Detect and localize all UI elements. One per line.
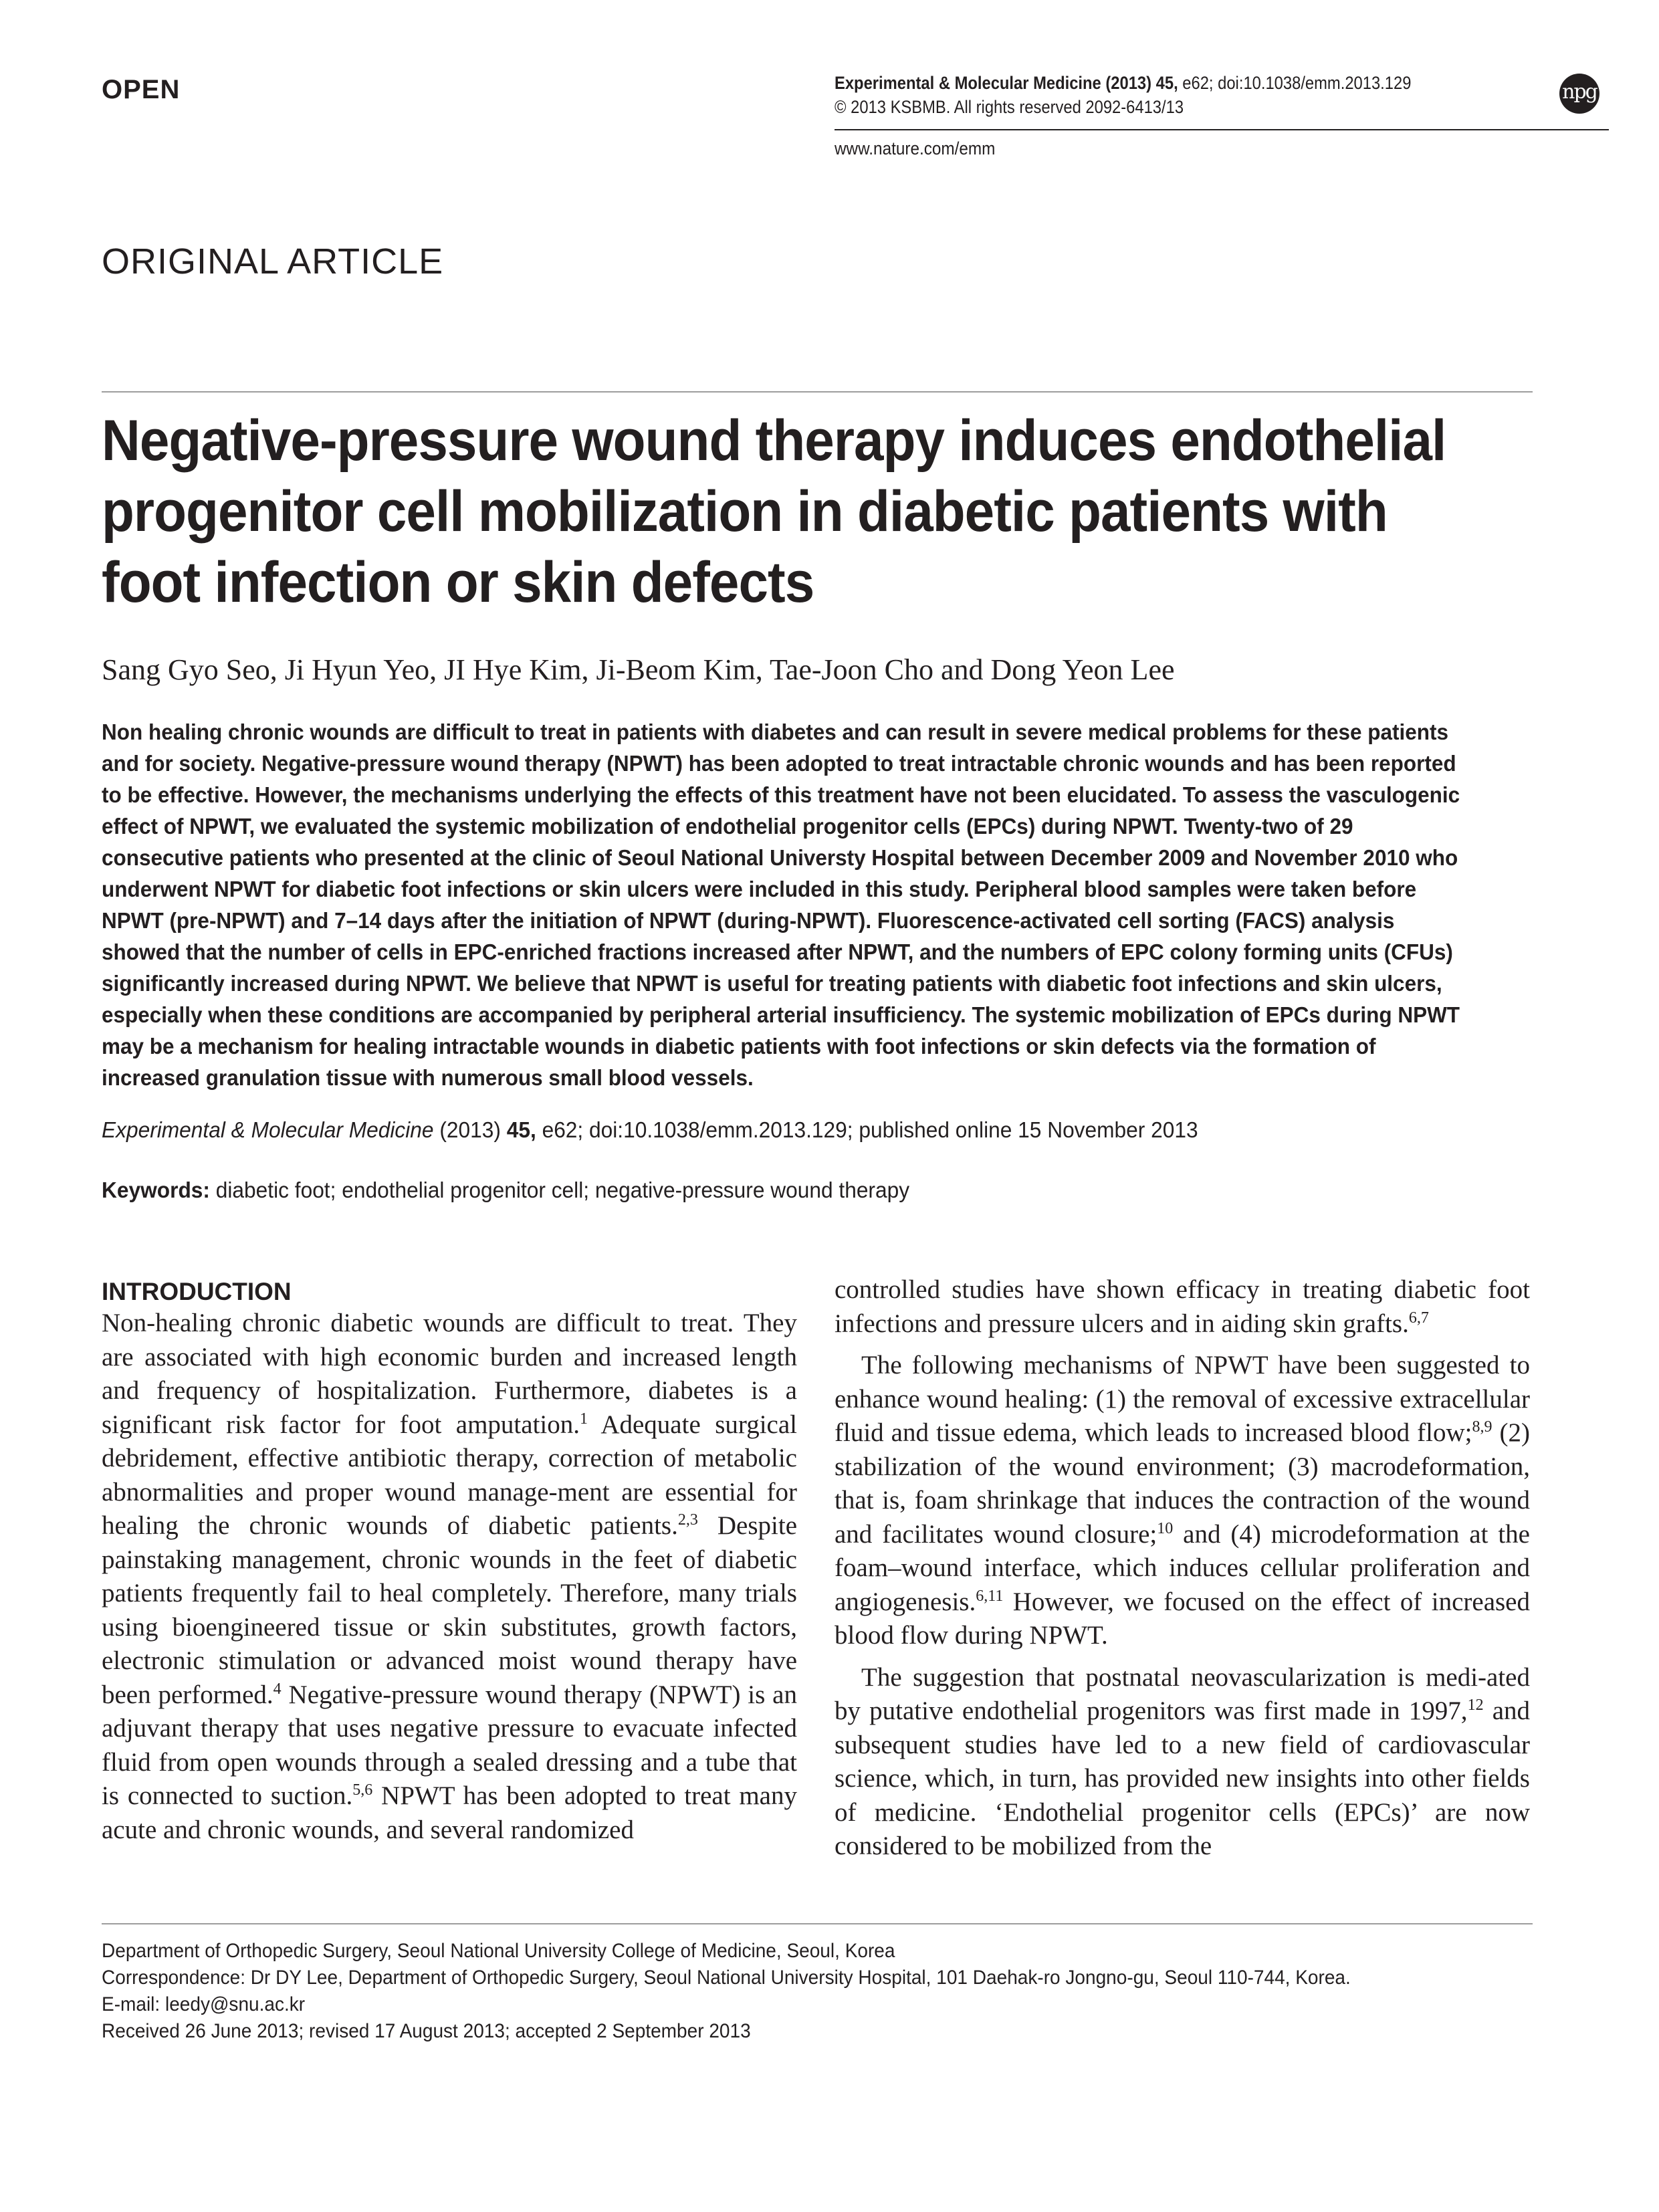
citation-volume: 45, <box>506 1117 536 1142</box>
intro-text: Non-healing chronic diabetic wounds are difficult to treat. They are associated with high economic burden and increased length and frequency of hospitalization. Furthermore, diabetes is a significant risk factor for foot amputation. <box>102 1309 797 1439</box>
citation-details: e62; doi:10.1038/emm.2013.129; published online 15 November 2013 <box>536 1117 1198 1142</box>
intro-text: However, we focused on the effect of increased blood flow during NPWT. <box>835 1587 1530 1650</box>
intro-paragraph-continued <box>835 1273 1530 1341</box>
reference-link[interactable]: 1 <box>580 1410 588 1428</box>
intro-paragraph-1 <box>102 1307 797 1847</box>
reference-link[interactable]: 12 <box>1467 1696 1484 1714</box>
open-access-label: OPEN <box>102 75 181 104</box>
journal-reference: e62; doi:10.1038/emm.2013.129 <box>1182 73 1412 93</box>
correspondence: Correspondence: Dr DY Lee, Department of Orthopedic Surgery, Seoul National University Hospital, 101 Daehak-ro Jongno-gu, Seoul 110-744, Korea. <box>102 1967 1351 1989</box>
author-list: Sang Gyo Seo, Ji Hyun Yeo, JI Hye Kim, Ji-Beom Kim, Tae-Joon Cho and Dong Yeon Lee <box>102 653 1175 686</box>
reference-link[interactable]: 5,6 <box>352 1781 373 1799</box>
journal-name: Experimental & Molecular Medicine (2013) 45, <box>835 73 1178 93</box>
reference-link[interactable]: 8,9 <box>1472 1418 1492 1436</box>
reference-link[interactable]: 10 <box>1157 1519 1174 1537</box>
intro-text: Negative-pressure wound therapy (NPWT) is an adjuvant therapy that uses negative pressure to evacuate infected fluid from open wounds through a sealed dressing and a tube that is connected to suction. <box>102 1680 797 1810</box>
email-link[interactable]: E-mail: leedy@snu.ac.kr <box>102 1993 306 2015</box>
title-divider <box>102 391 1533 393</box>
reference-link[interactable]: 2,3 <box>677 1511 698 1529</box>
keywords-list: diabetic foot; endothelial progenitor cell; negative-pressure wound therapy <box>215 1178 910 1202</box>
keywords-line <box>102 1174 1514 1206</box>
citation-year: (2013) <box>433 1117 507 1142</box>
intro-text: and (4) microdeformation at the foam–wound interface, which induces cellular proliferation and angiogenesis. <box>835 1519 1530 1616</box>
npg-logo: npg <box>1559 74 1599 114</box>
footnotes <box>102 1938 1512 2045</box>
abstract: Non healing chronic wounds are difficult to treat in patients with diabetes and can result in severe medical problems for these patients and for society. Negative-pressure wound therapy (NPWT) has been adopted to treat intractable chronic wounds and has been reported to be effective. However, the mechanisms underlying the effects of this treatment have not been elucidated. To assess the vasculogenic effect of NPWT, we evaluated the systemic mobilization of endothelial progenitor cells (EPCs) during NPWT. Twenty-two of 29 consecutive patients who presented at the clinic of Seoul National Universty Hospital between December 2009 and November 2010 who underwent NPWT for diabetic foot infections or skin ulcers were included in this study. Peripheral blood samples were taken before NPWT (pre-NPWT) and 7–14 days after the initiation of NPWT (during-NPWT). Fluorescence-activated cell sorting (FACS) analysis showed that the number of cells in EPC-enriched fractions increased after NPWT, and the numbers of EPC colony forming units (CFUs) significantly increased during NPWT. We believe that NPWT is useful for treating patients with diabetic foot infections and skin ulcers, especially when these conditions are accompanied by peripheral arterial insufficiency. The systemic mobilization of EPCs during NPWT may be a mechanism for healing intractable wounds in diabetic patients with foot infections or skin defects via the formation of increased granulation tissue with numerous small blood vessels. <box>102 720 1460 1091</box>
introduction-left-column <box>102 1307 797 1847</box>
intro-text: (2) stabilization of the wound environment; (3) macrodeformation, that is, foam shrinkage that induces the contraction of the wound and facilitates wound closure; <box>835 1418 1530 1549</box>
introduction-heading: INTRODUCTION <box>102 1278 292 1305</box>
journal-url-link[interactable]: www.nature.com/emm <box>835 138 996 158</box>
intro-text: controlled studies have shown efficacy in treating diabetic foot infections and pressure ulcers and in aiding skin grafts. <box>835 1275 1530 1338</box>
affiliation: Department of Orthopedic Surgery, Seoul National University College of Medicine, Seoul, Korea <box>102 1940 895 1962</box>
article-type: ORIGINAL ARTICLE <box>102 241 444 282</box>
citation-journal: Experimental & Molecular Medicine <box>102 1117 434 1142</box>
intro-text: The suggestion that postnatal neovascularization is medi-ated by putative endothelial progenitors was first made in 1997, <box>835 1662 1530 1725</box>
intro-text: Despite painstaking management, chronic wounds in the feet of diabetic patients frequently fail to heal completely. Therefore, many trials using bioengineered tissue or skin substitutes, growth factors, electronic stimulation or advanced moist wound therapy have been performed. <box>102 1511 797 1709</box>
copyright-line: © 2013 KSBMB. All rights reserved 2092-6413/13 <box>835 97 1184 117</box>
reference-link[interactable]: 6,11 <box>976 1587 1004 1605</box>
article-dates: Received 26 June 2013; revised 17 August 2013; accepted 2 September 2013 <box>102 2020 751 2042</box>
footer-divider <box>102 1923 1533 1924</box>
journal-citation-line <box>835 71 1423 95</box>
header-divider <box>835 129 1609 130</box>
intro-text: The following mechanisms of NPWT have been suggested to enhance wound healing: (1) the removal of excessive extracellular fluid and tissue edema, which leads to increased blood flow; <box>835 1351 1530 1447</box>
intro-text: NPWT has been adopted to treat many acute and chronic wounds, and several randomized <box>102 1781 797 1844</box>
reference-link[interactable]: 6,7 <box>1408 1309 1429 1327</box>
journal-info <box>835 71 1423 119</box>
introduction-right-column <box>835 1273 1530 1864</box>
intro-text: Adequate surgical debridement, effective antibiotic therapy, correction of metabolic abnormalities and proper wound manage-ment are essential for healing the chronic wounds of diabetic patients. <box>102 1410 797 1540</box>
intro-paragraph-3 <box>835 1661 1530 1864</box>
keywords-label: Keywords: <box>102 1178 210 1202</box>
intro-paragraph-2 <box>835 1349 1530 1653</box>
reference-link[interactable]: 4 <box>273 1680 282 1698</box>
citation-line <box>102 1114 1514 1146</box>
intro-text: and subsequent studies have led to a new field of cardiovascular science, which, in turn, has provided new insights into other fields of medicine. ‘Endothelial progenitor cells (EPCs)’ are now considered to be mobilized from the <box>835 1696 1530 1860</box>
article-title: Negative-pressure wound therapy induces endothelial progenitor cell mobilization in diabetic patients with foot infection or skin defects <box>102 409 1446 615</box>
